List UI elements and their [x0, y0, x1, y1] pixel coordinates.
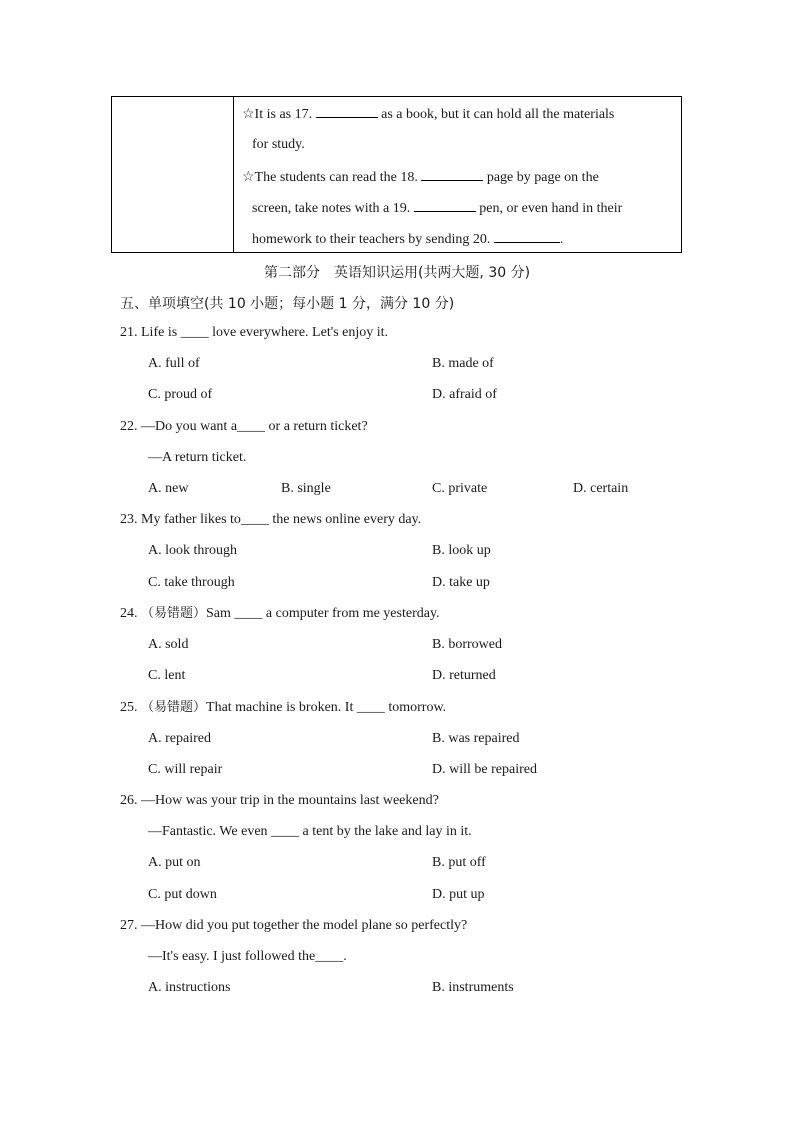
- error-prone-tag: （易错题）: [141, 606, 207, 621]
- option-27-b[interactable]: B. instruments: [432, 980, 514, 995]
- option-23-a[interactable]: A. look through: [148, 543, 238, 558]
- option-22-b[interactable]: B. single: [281, 481, 331, 496]
- option-21-c[interactable]: C. proud of: [148, 387, 213, 402]
- blank-17[interactable]: [316, 105, 378, 118]
- option-24-d[interactable]: D. returned: [432, 668, 496, 683]
- question-22-reply: —A return ticket.: [148, 450, 247, 465]
- reading-table: [111, 96, 682, 253]
- option-22-d[interactable]: D. certain: [573, 481, 629, 496]
- box-line-3: ☆The students can read the 18. page by page on the: [242, 170, 599, 185]
- question-25: 25. （易错题）That machine is broken. It ____ tomorrow.: [120, 700, 447, 715]
- option-24-a[interactable]: A. sold: [148, 637, 189, 652]
- blank-19[interactable]: [414, 199, 476, 212]
- option-21-b[interactable]: B. made of: [432, 356, 494, 371]
- option-27-a[interactable]: A. instructions: [148, 980, 231, 995]
- option-26-b[interactable]: B. put off: [432, 855, 486, 870]
- question-21: 21. Life is ____ love everywhere. Let's enjoy it.: [120, 325, 389, 340]
- option-25-c[interactable]: C. will repair: [148, 762, 223, 777]
- option-25-a[interactable]: A. repaired: [148, 731, 211, 746]
- question-27-reply: —It's easy. I just followed the____.: [148, 949, 347, 964]
- option-23-b[interactable]: B. look up: [432, 543, 491, 558]
- box-line-1: ☆It is as 17. as a book, but it can hold all the materials: [242, 107, 615, 122]
- option-26-a[interactable]: A. put on: [148, 855, 201, 870]
- question-27: 27. —How did you put together the model plane so perfectly?: [120, 918, 468, 933]
- blank-20[interactable]: [494, 230, 560, 243]
- question-22: 22. —Do you want a____ or a return ticket?: [120, 419, 368, 434]
- option-22-a[interactable]: A. new: [148, 481, 189, 496]
- option-21-d[interactable]: D. afraid of: [432, 387, 497, 402]
- question-23: 23. My father likes to____ the news online every day.: [120, 512, 422, 527]
- option-22-c[interactable]: C. private: [432, 481, 488, 496]
- option-25-b[interactable]: B. was repaired: [432, 731, 520, 746]
- error-prone-tag: （易错题）: [141, 700, 207, 715]
- option-23-c[interactable]: C. take through: [148, 575, 235, 590]
- blank-18[interactable]: [421, 168, 483, 181]
- table-left-cell: [112, 97, 234, 252]
- option-21-a[interactable]: A. full of: [148, 356, 200, 371]
- box-line-2: for study.: [252, 137, 305, 152]
- question-24: 24. （易错题）Sam ____ a computer from me yesterday.: [120, 606, 440, 621]
- question-26-reply: —Fantastic. We even ____ a tent by the lake and lay in it.: [148, 824, 472, 839]
- option-24-c[interactable]: C. lent: [148, 668, 186, 683]
- option-24-b[interactable]: B. borrowed: [432, 637, 502, 652]
- option-26-c[interactable]: C. put down: [148, 887, 217, 902]
- section-title: 五、单项填空(共 10 小题；每小题 1 分，满分 10 分): [120, 296, 455, 312]
- option-23-d[interactable]: D. take up: [432, 575, 490, 590]
- part-title: 第二部分 英语知识运用(共两大题, 30 分): [263, 265, 531, 281]
- question-26: 26. —How was your trip in the mountains last weekend?: [120, 793, 439, 808]
- box-line-4: screen, take notes with a 19. pen, or even hand in their: [252, 201, 623, 216]
- box-line-5: homework to their teachers by sending 20. .: [252, 232, 564, 247]
- option-25-d[interactable]: D. will be repaired: [432, 762, 537, 777]
- option-26-d[interactable]: D. put up: [432, 887, 485, 902]
